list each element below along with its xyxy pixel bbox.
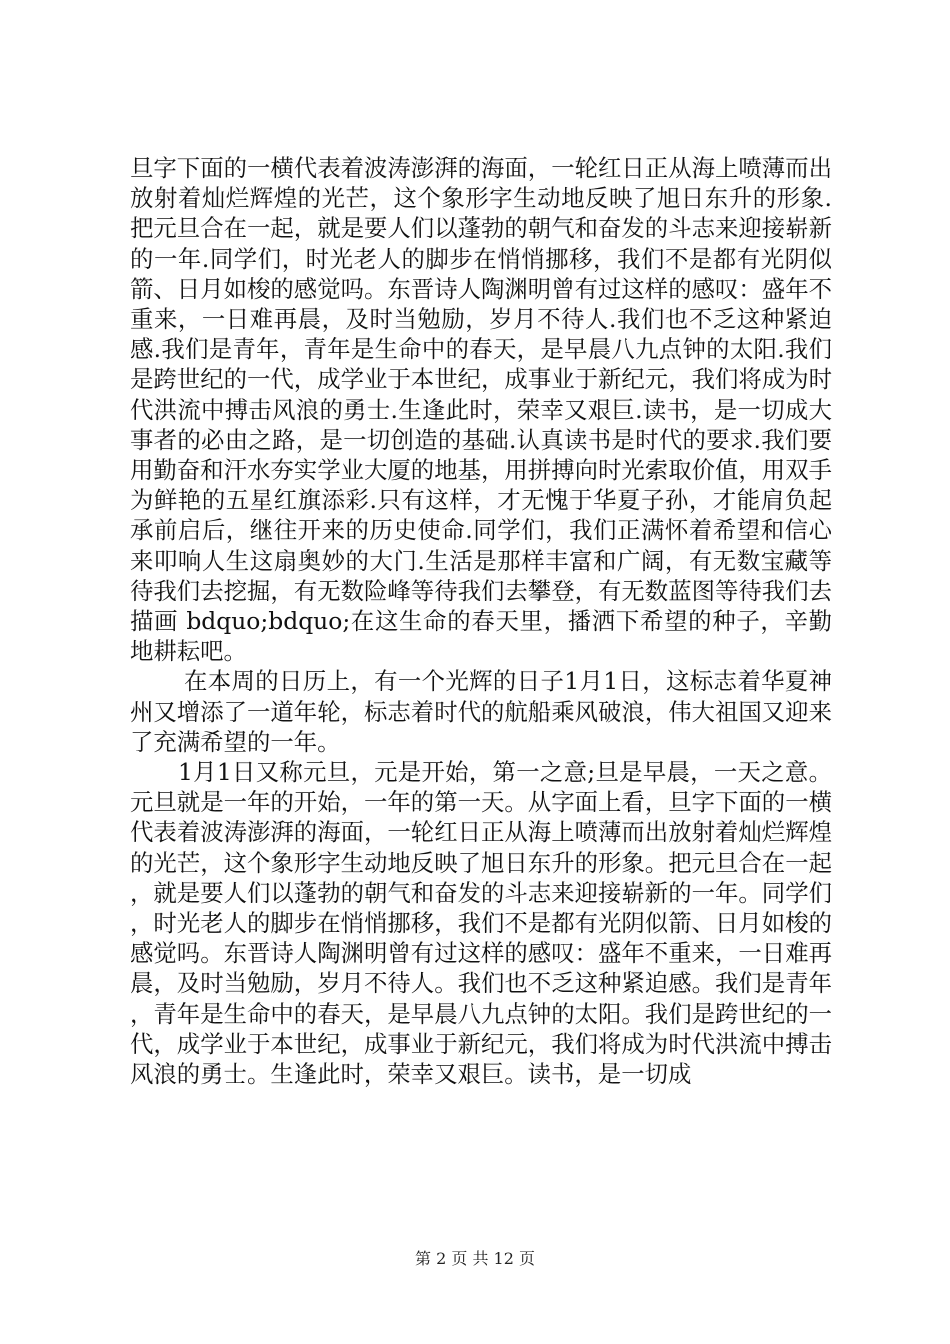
document-body xyxy=(130,153,832,1089)
page-number-footer: 第 2 页 共 12 页 xyxy=(415,1249,535,1268)
paragraph-2: 在本周的日历上，有一个光辉的日子1月1日，这标志着华夏神州又增添了一道年轮，标志着时代的航船乘风破浪，伟大祖国又迎来了充满希望的一年。 xyxy=(130,667,832,756)
paragraph-3: 1月1日又称元旦，元是开始，第一之意;旦是早晨，一天之意。元旦就是一年的开始，一年的第一天。从字面上看，旦字下面的一横代表着波涛澎湃的海面，一轮红日正从海上喷薄而出放射着灿烂辉煌的光芒，这个象形字生动地反映了旭日东升的形象。把元旦合在一起，就是要人们以蓬勃的朝气和奋发的斗志来迎接崭新的一年。同学们，时光老人的脚步在悄悄挪移，我们不是都有光阴似箭、日月如梭的感觉吗。东晋诗人陶渊明曾有过这样的感叹：盛年不重来，一日难再晨，及时当勉励，岁月不待人。我们也不乏这种紧迫感。我们是青年，青年是生命中的春天，是早晨八九点钟的太阳。我们是跨世纪的一代，成学业于本世纪，成事业于新纪元，我们将成为时代洪流中搏击风浪的勇士。生逢此时，荣幸又艰巨。读书，是一切成 xyxy=(130,758,832,1089)
paragraph-1: 旦字下面的一横代表着波涛澎湃的海面，一轮红日正从海上喷薄而出放射着灿烂辉煌的光芒，这个象形字生动地反映了旭日东升的形象.把元旦合在一起，就是要人们以蓬勃的朝气和奋发的斗志来迎接崭新的一年.同学们，时光老人的脚步在悄悄挪移，我们不是都有光阴似箭、日月如梭的感觉吗。东晋诗人陶渊明曾有过这样的感叹：盛年不重来，一日难再晨，及时当勉励，岁月不待人.我们也不乏这种紧迫感.我们是青年，青年是生命中的春天，是早晨八九点钟的太阳.我们是跨世纪的一代，成学业于本世纪，成事业于新纪元，我们将成为时代洪流中搏击风浪的勇士.生逢此时，荣幸又艰巨.读书，是一切成大事者的必由之路，是一切创造的基础.认真读书是时代的要求.我们要用勤奋和汗水夯实学业大厦的地基，用拼搏向时光索取价值，用双手为鲜艳的五星红旗添彩.只有这样，才无愧于华夏子孙，才能肩负起承前启后，继往开来的历史使命.同学们，我们正满怀着希望和信心来叩响人生这扇奥妙的大门.生活是那样丰富和广阔，有无数宝藏等待我们去挖掘，有无数险峰等待我们去攀登，有无数蓝图等待我们去描画 bdquo;bdquo;在这生命的春天里，播洒下希望的种子，辛勤地耕耘吧。 xyxy=(130,154,832,666)
